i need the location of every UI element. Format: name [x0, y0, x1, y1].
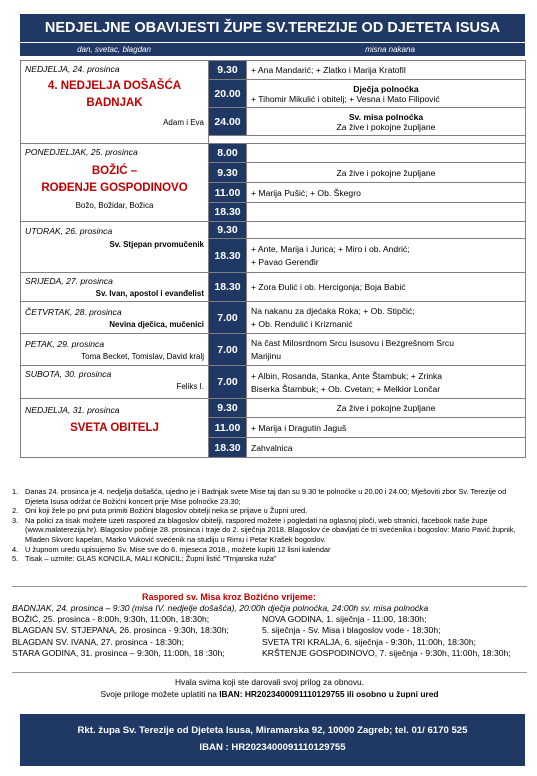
table-row [21, 302, 526, 334]
intention-text: Marijinu [251, 351, 282, 361]
mass-time: 9.30 [209, 163, 247, 183]
announcements-list [12, 487, 527, 564]
day-cell [21, 334, 209, 366]
mass-time: 24.00 [209, 108, 247, 136]
day-label: UTORAK, 26. prosinca [25, 226, 113, 236]
day-cell [21, 61, 209, 144]
intention-text: Na nakanu za djećaka Roka; + Ob. Stipčić; [251, 306, 415, 316]
mass-intention: + Zora Đulić i ob. Hercigonja; Boja Babić [247, 273, 526, 302]
mass-time: 18.30 [209, 438, 247, 458]
schedule-item: KRŠTENJE GOSPODINOVO, 7. siječnja - 9:30h, 11:00h, 18:30h; [262, 647, 511, 658]
day-label: SUBOTA, 30. prosinca [25, 369, 112, 379]
table-row [21, 334, 526, 366]
mass-time: 11.00 [209, 183, 247, 203]
day-cell [21, 144, 209, 222]
footer-address: Rkt. župa Sv. Terezije od Djeteta Isusa, Miramarska 92, 10000 Zagreb; tel. 01/ 6170 525 [77, 725, 468, 736]
day-cell [21, 302, 209, 334]
day-label: NEDJELJA, 31. prosinca [25, 405, 120, 415]
saint-names: Adam i Eva [163, 118, 204, 127]
day-label: SRIJEDA, 27. prosinca [25, 276, 113, 286]
table-row [21, 144, 526, 163]
intention-text: + Ante, Marija i Jurica; + Miro i ob. Andrić; [251, 244, 410, 254]
list-item: 3. Na polici za tisak možete uzeti raspored za blagoslov obitelji, raspored možete i pogledati na oglasnoj ploči, web stranici, facebook naše župe (www.malaterezija.hr). Blagoslov počinje 28. prosinca i traje do 2. siječnja 2018. Blagoslov će obavljati će tri svećenika i bogoslov: Mario Pavić župnik, Mladen Skvorc kapelan, Marko Vuković svećenik na studiju u Rimu i Petar Krašek bogoslov. [12, 515, 516, 544]
iban-line: Svoje priloge možete uplatiti na IBAN: HR2023400091110129755 ili osobno u župni ured [100, 689, 439, 699]
list-item: 1. Danas 24. prosinca je 4. nedjelja došašća, ujedno je i Badnjak svete Mise taj dan su 9.30 te polnoćke u 20.00 i 24.00; Mješoviti zbor Sv. Terezije od Djeteta Isusa održat će Božićni koncert prije Mise polnoćke 23.30; [12, 487, 507, 506]
intention-text: Biserka Štambuk; + Ob. Cvetan; + Melkior Lončar [251, 383, 441, 394]
mass-intention [247, 222, 526, 239]
table-row [21, 399, 526, 418]
header-right: misna nakana [365, 45, 415, 54]
mass-intention [247, 239, 526, 273]
schedule-item: 5. siječnja - Sv. Misa i blagoslov vode - 18:30h; [262, 625, 441, 636]
table-row [21, 273, 526, 302]
mass-time: 20.00 [209, 80, 247, 108]
mass-intention: + Marija Pušić; + Ob. Škegro [247, 183, 526, 203]
schedule-item: SVETA TRI KRALJA, 6. siječnja - 9:30h, 11:00h, 18:30h; [262, 636, 477, 647]
schedule-grid [12, 614, 527, 659]
footer [20, 714, 525, 766]
mass-intention [247, 302, 526, 334]
day-label: PONEDJELJAK, 25. prosinca [25, 147, 138, 157]
page-title: NEDJELJNE OBAVIJESTI ŽUPE SV.TEREZIJE OD DJETETA ISUSA [20, 14, 525, 42]
mass-intention: Za žive i pokojne župljane [247, 163, 526, 183]
saint-names: Božo, Božidar, Božica [75, 201, 154, 210]
schedule-item: BOŽIĆ, 25. prosinca - 8:00h, 9:30h, 11:00h, 18:30h; [12, 614, 210, 625]
thanks-line: Hvala svima koji ste darovali svoj prilog za obnovu. [175, 677, 364, 687]
mass-intention [247, 203, 526, 222]
footer-iban: IBAN : HR2023400091110129755 [199, 742, 346, 753]
table-header [20, 43, 525, 56]
mass-time: 7.00 [209, 302, 247, 334]
mass-intention: Za žive i pokojne župljane [247, 399, 526, 418]
mass-intention: + Ana Mandarić; + Zlatko i Marija Kratofil [247, 61, 526, 80]
feast-title: ROĐENJE GOSPODINOVO [41, 182, 188, 194]
day-label: NEDJELJA, 24. prosinca [25, 64, 120, 74]
table-row [21, 366, 526, 399]
saint-names: Sv. Stjepan prvomučenik [109, 240, 204, 249]
intention-text: + Pavao Gerenđir [251, 257, 319, 267]
mass-intention [247, 366, 526, 399]
feast-title: BADNJAK [86, 97, 143, 109]
saint-names: Nevina dječica, mučenici [109, 319, 204, 329]
mass-time: 7.00 [209, 334, 247, 366]
mass-time: 9.30 [209, 399, 247, 418]
mass-intention [247, 334, 526, 366]
day-label: ČETVRTAK, 28. prosinca [25, 306, 122, 317]
day-cell [21, 366, 209, 399]
feast-title: SVETA OBITELJ [70, 422, 159, 434]
intention-text: + Ob. Rendulić i Krizmanić [251, 319, 353, 329]
header-left: dan, svetac, blagdan [77, 45, 151, 54]
thanks-note [12, 676, 527, 700]
mass-time: 7.00 [209, 366, 247, 399]
day-cell [21, 399, 209, 458]
badnjak-line: BADNJAK, 24. prosinca – 9:30 (misa IV. nedjelje došašća), 20:00h dječja polnoćka, 24:00h sv. misa polnoćka [12, 603, 429, 613]
schedule-title: Raspored sv. Misa kroz Božićno vrijeme: [142, 592, 316, 602]
mass-intention [247, 144, 526, 163]
feast-title: 4. NEDJELJA DOŠAŠĆA [47, 80, 182, 92]
schedule-item: STARA GODINA, 31. prosinca – 9:30h, 11:00h, 18 :30h; [12, 647, 225, 658]
mass-time: 9.30 [209, 222, 247, 239]
intention-text: + Albin, Rosanda, Stanka, Ante Štambuk; + Zrinka [251, 370, 443, 381]
list-item: 2. Oni koji žele po prvi puta primiti Božićni blagoslov obitelji neka se prijave u Župni ured. [12, 506, 308, 516]
feast-title: BOŽIĆ – [91, 165, 138, 177]
mass-type: Dječja polnoćka [353, 83, 419, 94]
mass-intention [247, 80, 526, 108]
divider [12, 586, 527, 587]
list-item: 4. U župnom uredu upisujemo Sv. Mise sve do 6. mjeseca 2018., možete kupiti 12 lisni kalendar [12, 544, 331, 554]
mass-intention: Zahvalnica [247, 438, 526, 458]
mass-time: 18.30 [209, 203, 247, 222]
day-cell [21, 273, 209, 302]
day-label: PETAK, 29. prosinca [25, 338, 105, 349]
mass-time: 18.30 [209, 239, 247, 273]
intention-text: Na čast Milosrdnom Srcu Isusovu i Bezgrešnom Srcu [251, 338, 454, 348]
schedule-item: BLAGDAN SV. IVANA, 27. prosinca - 18:30h; [12, 636, 184, 647]
christmas-schedule [12, 591, 527, 659]
saint-names: Toma Becket, Tomislav, David kralj [81, 351, 204, 361]
saint-names: Feliks I. [176, 382, 204, 391]
saint-names: Sv. Ivan, apostol i evanđelist [95, 289, 204, 298]
mass-type: Sv. misa polnoćka [348, 111, 424, 122]
mass-time: 11.00 [209, 418, 247, 438]
mass-intention [247, 108, 526, 136]
mass-time: 8.00 [209, 144, 247, 163]
intention-text: + Tihomir Mikulić i obitelj; + Vesna i Mato Filipović [251, 93, 440, 104]
intention-text: Za žive i pokojne župljane [336, 121, 436, 132]
mass-time: 18.30 [209, 273, 247, 302]
schedule-item: BLAGDAN SV. STJEPANA, 26. prosinca - 9:30h, 18:30h; [12, 625, 229, 636]
day-cell [21, 222, 209, 273]
table-row [21, 222, 526, 239]
mass-intention: + Marija i Dragutin Jaguš [247, 418, 526, 438]
divider [12, 672, 527, 673]
table-row [21, 61, 526, 80]
mass-time: 9.30 [209, 61, 247, 80]
mass-schedule-table [20, 60, 526, 458]
schedule-item: NOVA GODINA, 1. siječnja - 11:00, 18:30h; [262, 614, 427, 625]
list-item: 5. Tisak – uzmite: GLAS KONCILA, MALI KONCIL; Župni listić "Trnjanska ruža" [12, 554, 277, 564]
